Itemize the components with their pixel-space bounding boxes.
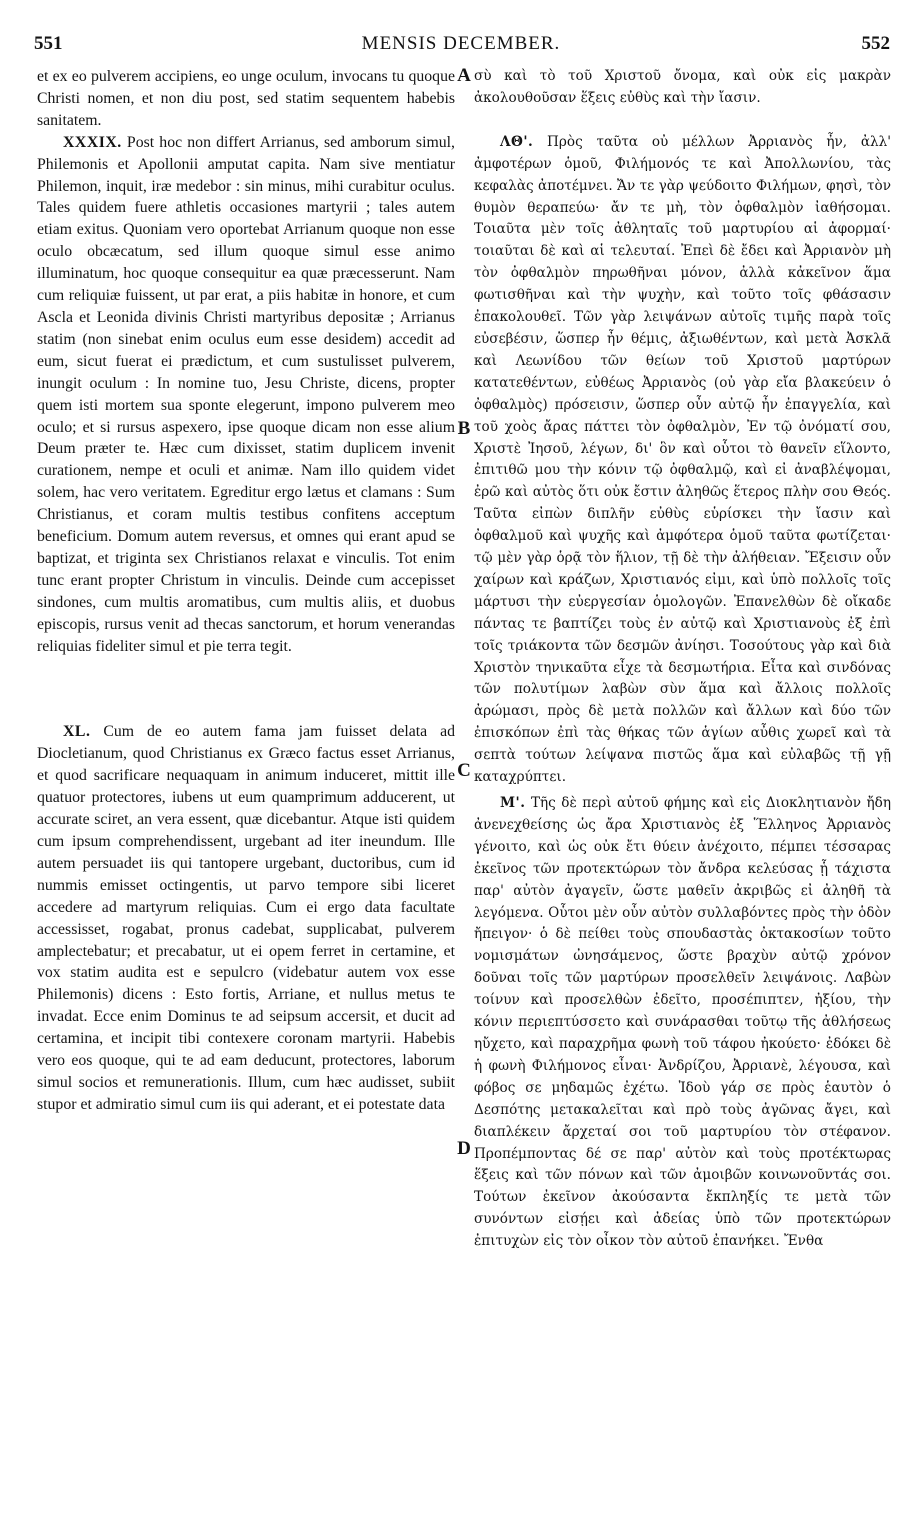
page-number-left: 551 <box>34 33 63 54</box>
section-number: XXXIX. <box>63 133 122 151</box>
greek-paragraph <box>474 793 891 1253</box>
margin-marker-d: D <box>457 1138 471 1159</box>
section-number: Μ'. <box>500 795 526 811</box>
running-title: MENSIS DECEMBER. <box>361 33 561 54</box>
page-number-right: 552 <box>861 33 890 54</box>
greek-paragraph: σὺ καὶ τὸ τοῦ Χριστοῦ ὄνομα, καὶ οὐκ εἰς μακρὰν ἀκολουθοῦσαν ἕξεις εὐθὺς καὶ τὴν ἴασιν. <box>474 68 891 106</box>
greek-paragraph <box>474 132 891 789</box>
latin-paragraph <box>37 721 455 1115</box>
greek-paragraph-text: Τῆς δὲ περὶ αὐτοῦ φήμης καὶ εἰς Διοκλητιανὸν ἤδη ἀνενεχθείσης ὡς ἄρα Χριστιανὸς ἐξ Ἕλληνος Ἀρριανὸς γένοιτο, καὶ ὡς οὐκ ἔτι θύειν ἀνέχοιτο, πέμπει τέσσαρας ἐκεῖνος τῶν προτεκτώρων τὸν ἄνδρα κελεύσας ᾗ τάχιστα παρ' αὐτὸν ἀγαγεῖν, ὥστε μαθεῖν ἀκριβῶς εἰ ἀληθῆ τὰ λεγόμενα. Οὗτοι μὲν οὖν αὐτὸν συλλαβόντες πρὸς τὴν ὁδὸν ἤπειγον· ὁ δὲ πείθει τοὺς σπουδαστὰς ὀκτακοσίων τοῦτο νομισμάτων ὠνησάμενος, ὥστε βραχὺν αὐτῷ χρόνον δοῦναι τοῖς τῶν μαρτύρων προσελθεῖν λειψάνοις. Λαβὼν τοίνυν καὶ προσελθὼν ἐδεῖτο, προσέπιπτεν, ἠξίου, τὴν κόνιν περιεπτύσσετο καὶ συνάρασθαι τοῦτῳ τῆς ἀθλήσεως ηὔχετο, καὶ παραχρῆμα φωνὴ τοῦ τάφου ἠκούετο· ἐδόκει δὲ ἡ φωνὴ Φιλήμονος εἶναι· Ἀνδρίζου, Ἀρριανὲ, λέγουσα, καὶ φόβος σε μηδαμῶς ἐχέτω. Ἰδοὺ γάρ σε πρὸς ἑαυτὸν ὁ Δεσπότης μετακαλεῖται καὶ πρὸ τοὺς ἀγῶνας ἄγει, καὶ διαπλέκειν ἄρχεταί σοι τοῦ μαρτυρίου τὸν στέφανον. Προπέμποντας δέ σε παρ' αὐτὸν καὶ τοὺς προτέκτωρας ἕξεις καὶ τῶν πόνων καὶ τῶν ἀμοιβῶν κοινωνοῦντάς σοι. Τούτων ἐκεῖνον ἀκούσαντα ἔκπληξίς τε μετὰ τῶν συνόντων εἰσῄει καὶ ἀδείας ὑπὸ τῶν προτεκτώρων ἐπιτυχὼν εἰς τὸν οἶκον τὸν αὐτοῦ ἐπανήκει. Ἔνθα <box>474 795 891 1250</box>
latin-column <box>37 66 455 1116</box>
margin-marker-b: B <box>457 418 471 439</box>
latin-paragraph-text: Post hoc non differt Arrianus, sed amborum simul, Philemonis et Apollonii amputat capita. Nam sive mentiatur Philemon, inquit, iræ medebor : sin minus, mihi curabitur oculus. Tales quidem fuere athletis occasiones martyrii ; tales autem etiam exitus. Quoniam vero oportebat Arrianum quoque non esse oculo obcæcatum, sed illum quoque simul esse animo illuminatum, hoc quoque consequitur ea quæ præcesserunt. Nam cum reliquiæ fuissent, ut par erat, a piis habitæ in honore, et cum Ascla et Leonida divinis Christi martyribus depositæ ; Arrianus statim (non sinebat enim oculus eum esse desidem) accedit ad eum, sicut fuerat ei prædictum, et cum sustulisset pulverem, inungit oculum : In nomine tuo, Jesu Christe, dicens, propter quem isti mortem sua sponte elegerunt, impono pulverem meo oculo; et si rursus aspexero, ipse quoque dicam non esse alium Deum præter te. Hæc cum dixisset, statim duplicem invenit curationem, nempe et oculi et animæ. Nam illo quidem videt solem, hac vero veritatem. Egreditur ergo lætus et clamans : Sum Christianus, et coram multis testibus confitens acceptum beneficium. Domum autem reversus, et omnes qui erant apud se baptizat, et triginta sex Christianos relaxat e vinculis. Tot enim tunc erant propter Christum in vinculis. Deinde cum accepisset sindones, cum multis aromatibus, cum multis aliis, et duobus episcopis, rursus venit ad thecas sanctorum, et horum venerandas reliquias fideliter simul et pie terra tegit. <box>37 133 455 655</box>
margin-marker-a: A <box>457 65 471 86</box>
latin-paragraph: et ex eo pulverem accipiens, eo unge oculum, invocans tu quoque Christi nomen, et non diu post, sed statim sequentem habebis sanitatem. <box>37 68 455 129</box>
section-number: ΛΘ'. <box>500 133 534 150</box>
latin-paragraph-text: Cum de eo autem fama jam fuisset delata ad Diocletianum, quod Christianus ex Græco factus esset Arrianus, et quod sacrificare nequaquam in animum induceret, mittit ille quatuor protectores, iubens ut eum quamprimum adducerent, ut accurate sciret, an vera essent, quæ dicebantur. Atque isti quidem cum ipsum comprehendissent, urgebant ad iter ineundum. Ille autem persuadet iis qui tantopere urgebant, ductoribus, cum id nummis emisset octingentis, ut parvo tempore sibi liceret accedere ad martyrum reliquias. Cum ei ergo data facultate accessisset, rogabat, pronus cadebat, supplicabat, pulverem amplectebatur; et precabatur, ut ei opem ferret in certamine, et vox statim audita est e sepulcro (videbatur autem vox esse Philemonis) dicens : Esto fortis, Arriane, et nullus metus te invadat. Ecce enim Dominus te ad seipsum accersit, et ducit ad certamina, et incipit tibi contexere coronam martyrii. Habebis vero eos quoque, qui te ad eam deducunt, protectores, laborum simul socios et remunerationis. Illum, cum hæc audisset, subiit stupor et admiratio simul cum iis qui aderant, et ei potestate data <box>37 723 456 1113</box>
greek-paragraph-text: Πρὸς ταῦτα οὐ μέλλων Ἀρριανὸς ἦν, ἀλλ' ἀμφοτέρων ὁμοῦ, Φιλήμονός τε καὶ Ἀπολλωνίου, τὰς κεφαλὰς ἀποτέμνει. Ἄν τε γὰρ ψεύδοιτο Φιλήμων, φησὶ, τὸν θυμὸν θεραπεύω· ἄν τε μὴ, τὸν ὀφθαλμὸν ἰαθήσομαι. Τοιαῦτα μὲν τοῖς ἀθληταῖς τοῦ μαρτυρίου αἱ ἀφορμαί· τοιαῦται δὲ καὶ αἱ τελευταί. Ἐπεὶ δὲ ἔδει καὶ Ἀρριανὸν μὴ τὸν ὀφθαλμὸν πηρωθῆναι μόνον, ἀλλὰ κἀκεῖνον ἅμα φωτισθῆναι καὶ τὴν ψυχὴν, καὶ τοῦτο τοῖς φθάσασιν ἐπακολουθεῖ. Τῶν γὰρ λειψάνων αὐτοῖς τιμῆς παρὰ τοῖς εὐσεβέσιν, ὥσπερ ἦν θέμις, ἀξιωθέντων, καὶ μετὰ Ἀσκλᾶ καὶ Λεωνίδου τῶν θείων τοῦ Χριστοῦ μαρτύρων κατατεθέντων, εὐθέως Ἀρριανὸς (οὐ γὰρ εἴα βλακεύειν ὁ ὀφθαλμὸς) πρόσεισιν, ὥσπερ οὖν αὐτῷ ἦν ἐπαγγελία, καὶ τοῦ χοὸς ἄρας πάττει τὸν ὀφθαλμὸν, Ἐν τῷ ὀνόματί σου, Χριστὲ Ἰησοῦ, λέγων, δι' ὃν καὶ οὗτοι τὸ θανεῖν εἵλοντο, ἐπιτιθῶ μου τὴν κόνιν τῷ ὀφθαλμῷ, καὶ εἰ ἀναβλέψομαι, ἐρῶ καὶ αὐτὸς ὅτι οὐκ ἔστιν ἀληθῶς ἕτερος πλὴν σου Θεός. Ταῦτα εἰπὼν διπλῆν εὐθὺς εὑρίσκει τὴν ἴασιν καὶ ὀφθαλμοῦ καὶ ψυχῆς καὶ ἀμφότερα ὁμοῦ ταῦτα φωτίζεται· τῷ μὲν γὰρ ὁρᾷ τὸν ἥλιον, τῇ δὲ τὴν ἀλήθειαν. Ἔξεισιν οὖν χαίρων καὶ κράζων, Χριστιανός εἰμι, καὶ ὑπὸ πολλοῖς τοῖς μάρτυσι τὴν εὐεργεσίαν ὁμολογῶν. Ἐπανελθὼν δὲ οἴκαδε πάντας τε βαπτίζει τοὺς ἐν αὐτῷ καὶ Χριστιανοὺς ἐξ ἐπὶ τοῖς τριάκοντα τῶν δεσμῶν ἀνίησι. Τοσούτους γὰρ καὶ διὰ Χριστὸν τηνικαῦτα εἶχε τὰ δεσμωτήρια. Εἶτα καὶ σινδόνας τῶν πολυτίμων λαβὼν σὺν ἅμα καὶ ἄλλοις πολλοῖς ἀρώμασι, πρὸς δὲ μετὰ πολλῶν καὶ ἄλλων καὶ δύο τῶν ἐπισκόπων ἐπὶ τὰς θήκας τῶν ἁγίων αὖθις χωρεῖ καὶ τὰ σεπτὰ τούτων λείψανα πιστῶς ἅμα καὶ εὐλαβῶς τῇ γῇ καταχρύπτει. <box>474 133 891 786</box>
latin-paragraph <box>37 132 455 658</box>
page-header <box>32 33 890 63</box>
margin-marker-c: C <box>457 760 471 781</box>
section-number: XL. <box>63 723 91 741</box>
greek-column <box>474 66 891 1253</box>
